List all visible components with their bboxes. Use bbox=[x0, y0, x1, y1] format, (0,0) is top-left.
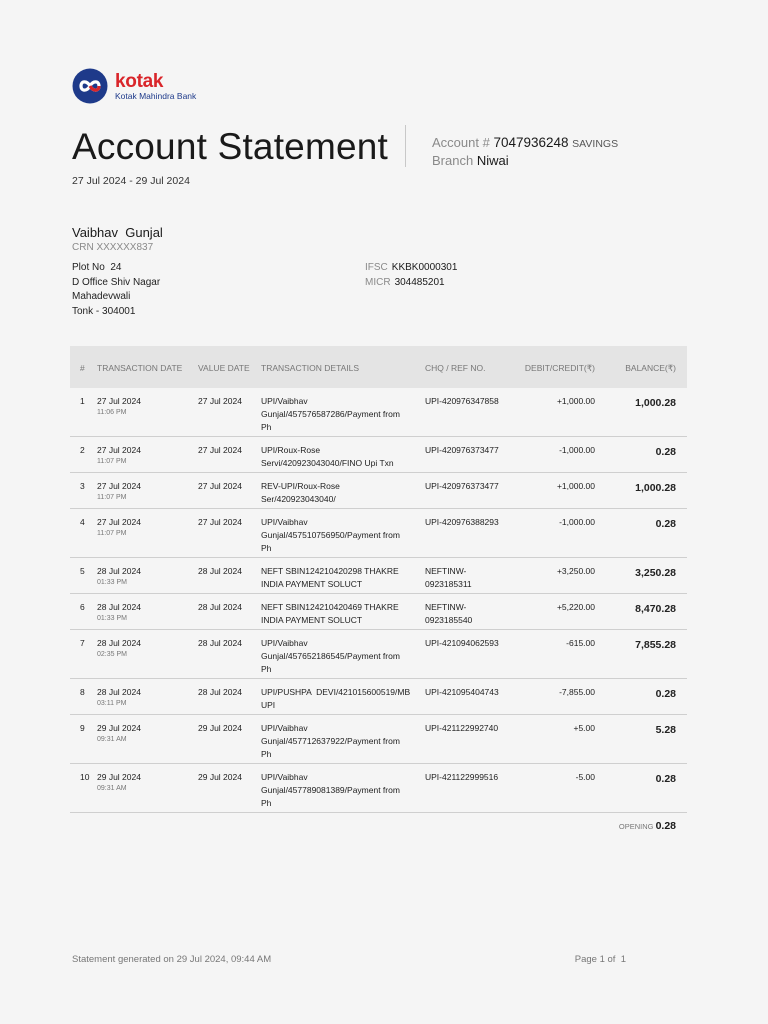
account-info bbox=[432, 135, 618, 150]
row-index: 6 bbox=[80, 602, 85, 612]
opening-value: 0.28 bbox=[655, 820, 676, 832]
debit-credit-amount: +5,220.00 bbox=[556, 602, 595, 612]
page-number: Page 1 of 1 bbox=[574, 954, 626, 965]
details-line: NEFT SBIN124210420298 THAKRE bbox=[261, 566, 399, 576]
transaction-time: 03:11 PM bbox=[97, 699, 127, 707]
running-balance: 3,250.28 bbox=[635, 567, 676, 579]
transaction-details bbox=[261, 565, 423, 591]
value-date: 28 Jul 2024 bbox=[198, 566, 242, 576]
reference-line: UPI-421095404743 bbox=[425, 687, 499, 697]
row-index: 5 bbox=[80, 566, 85, 576]
header-value-date: VALUE DATE bbox=[198, 363, 250, 373]
running-balance: 7,855.28 bbox=[635, 639, 676, 651]
reference-line: UPI-420976373477 bbox=[425, 481, 499, 491]
details-line: UPI/Vaibhav bbox=[261, 772, 308, 782]
table-row bbox=[70, 473, 687, 509]
reference-number bbox=[425, 395, 515, 408]
transaction-date bbox=[97, 771, 141, 794]
transaction-date bbox=[97, 444, 141, 467]
value-date: 27 Jul 2024 bbox=[198, 481, 242, 491]
transaction-date bbox=[97, 480, 141, 503]
reference-line: UPI-421122992740 bbox=[425, 723, 499, 733]
transaction-date-value: 28 Jul 2024 bbox=[97, 602, 141, 612]
details-line: Ph bbox=[261, 797, 272, 808]
transaction-time: 09:31 AM bbox=[97, 784, 127, 792]
transaction-date bbox=[97, 565, 141, 588]
table-row bbox=[70, 715, 687, 764]
header-ref: CHQ / REF NO. bbox=[425, 363, 486, 373]
header-transaction-date: TRANSACTION DATE bbox=[97, 363, 183, 373]
value-date: 27 Jul 2024 bbox=[198, 517, 242, 527]
row-index: 8 bbox=[80, 687, 85, 697]
transaction-details bbox=[261, 480, 423, 506]
value-date: 28 Jul 2024 bbox=[198, 687, 242, 697]
table-row bbox=[70, 509, 687, 558]
running-balance: 0.28 bbox=[655, 446, 676, 458]
reference-number bbox=[425, 601, 515, 627]
transaction-date-value: 27 Jul 2024 bbox=[97, 445, 141, 455]
account-number: 7047936248 bbox=[493, 135, 569, 150]
transaction-details bbox=[261, 722, 423, 760]
opening-balance bbox=[619, 820, 676, 832]
micr-label: MICR bbox=[365, 276, 391, 288]
details-line: UPI/PUSHPA DEVI/421015600519/MB bbox=[261, 687, 411, 697]
table-row bbox=[70, 437, 687, 473]
customer-crn: CRN XXXXXX837 bbox=[72, 242, 154, 253]
header-amount: DEBIT/CREDIT(₹) bbox=[524, 363, 595, 373]
reference-line: NEFTINW- bbox=[425, 602, 467, 612]
address-line: Plot No 24 bbox=[72, 262, 122, 273]
reference-line: UPI-421094062593 bbox=[425, 638, 499, 648]
transaction-date bbox=[97, 637, 141, 660]
details-line: UPI/Vaibhav bbox=[261, 638, 308, 648]
table-row bbox=[70, 594, 687, 630]
running-balance: 1,000.28 bbox=[635, 482, 676, 494]
ifsc-value: KKBK0000301 bbox=[391, 262, 458, 273]
debit-credit-amount: +1,000.00 bbox=[556, 396, 595, 406]
transaction-details bbox=[261, 395, 423, 433]
details-line: Gunjal/457789081389/Payment from bbox=[261, 784, 400, 795]
value-date: 27 Jul 2024 bbox=[198, 445, 242, 455]
details-line: INDIA PAYMENT SOLUCT bbox=[261, 578, 363, 589]
table-row bbox=[70, 388, 687, 437]
running-balance: 5.28 bbox=[655, 724, 676, 736]
reference-number bbox=[425, 565, 515, 591]
details-line: Servi/420923043040/FINO Upi Txn bbox=[261, 457, 394, 468]
reference-number bbox=[425, 686, 515, 699]
reference-number bbox=[425, 637, 515, 650]
debit-credit-amount: -1,000.00 bbox=[559, 445, 595, 455]
transaction-time: 11:06 PM bbox=[97, 408, 127, 416]
kotak-infinity-logo-icon bbox=[72, 68, 108, 104]
micr-value: 304485201 bbox=[394, 276, 445, 288]
debit-credit-amount: -615.00 bbox=[566, 638, 595, 648]
bank-codes bbox=[365, 261, 457, 290]
customer-address bbox=[72, 261, 160, 319]
details-line: UPI/Vaibhav bbox=[261, 723, 308, 733]
debit-credit-amount: +5.00 bbox=[573, 723, 595, 733]
reference-line: NEFTINW- bbox=[425, 566, 467, 576]
details-line: REV-UPI/Roux-Rose bbox=[261, 481, 340, 491]
details-line: Ph bbox=[261, 748, 272, 759]
running-balance: 1,000.28 bbox=[635, 397, 676, 409]
statement-date-range: 27 Jul 2024 - 29 Jul 2024 bbox=[72, 175, 190, 187]
header-balance: BALANCE(₹) bbox=[625, 363, 676, 373]
branch-info bbox=[432, 153, 509, 168]
transaction-date-value: 28 Jul 2024 bbox=[97, 687, 141, 697]
transaction-date bbox=[97, 686, 141, 709]
value-date: 29 Jul 2024 bbox=[198, 723, 242, 733]
row-index: 2 bbox=[80, 445, 85, 455]
reference-number bbox=[425, 444, 515, 457]
reference-number bbox=[425, 516, 515, 529]
transaction-time: 11:07 PM bbox=[97, 493, 127, 501]
transaction-time: 02:35 PM bbox=[97, 650, 127, 658]
transaction-details bbox=[261, 637, 423, 675]
transaction-date bbox=[97, 601, 141, 624]
reference-line: 0923185311 bbox=[425, 578, 472, 589]
debit-credit-amount: +3,250.00 bbox=[556, 566, 595, 576]
row-index: 3 bbox=[80, 481, 85, 491]
details-line: UPI/Vaibhav bbox=[261, 396, 308, 406]
transaction-date bbox=[97, 722, 141, 745]
details-line: Gunjal/457652186545/Payment from bbox=[261, 650, 400, 661]
transaction-date-value: 27 Jul 2024 bbox=[97, 396, 141, 406]
reference-line: UPI-421122999516 bbox=[425, 772, 499, 782]
account-label: Account # bbox=[432, 135, 490, 150]
details-line: Gunjal/457576587286/Payment from bbox=[261, 408, 400, 419]
opening-label: OPENING bbox=[618, 822, 654, 831]
bank-subtitle: Kotak Mahindra Bank bbox=[115, 90, 197, 101]
transaction-date bbox=[97, 395, 141, 418]
ifsc-label: IFSC bbox=[365, 262, 388, 273]
transaction-time: 01:33 PM bbox=[97, 614, 127, 622]
details-line: UPI/Vaibhav bbox=[261, 517, 308, 527]
branch-value: Niwai bbox=[476, 153, 509, 168]
row-index: 9 bbox=[80, 723, 85, 733]
table-body bbox=[70, 388, 687, 813]
table-row bbox=[70, 764, 687, 813]
header-index: # bbox=[80, 363, 85, 373]
generated-note: Statement generated on 29 Jul 2024, 09:44 AM bbox=[72, 954, 272, 965]
page-title: Account Statement bbox=[72, 126, 389, 167]
details-line: Ph bbox=[261, 421, 272, 432]
transactions-table bbox=[70, 346, 687, 813]
address-line: D Office Shiv Nagar bbox=[72, 276, 161, 288]
details-line: Gunjal/457712637922/Payment from bbox=[261, 735, 400, 746]
running-balance: 0.28 bbox=[655, 518, 676, 530]
table-row bbox=[70, 630, 687, 679]
value-date: 29 Jul 2024 bbox=[198, 772, 242, 782]
transaction-details bbox=[261, 771, 423, 809]
transaction-date-value: 28 Jul 2024 bbox=[97, 638, 141, 648]
details-line: Ph bbox=[261, 663, 272, 674]
table-row bbox=[70, 558, 687, 594]
value-date: 28 Jul 2024 bbox=[198, 638, 242, 648]
transaction-date-value: 29 Jul 2024 bbox=[97, 772, 141, 782]
transaction-time: 01:33 PM bbox=[97, 578, 127, 586]
debit-credit-amount: -7,855.00 bbox=[559, 687, 595, 697]
running-balance: 0.28 bbox=[655, 688, 676, 700]
details-line: Gunjal/457510756950/Payment from bbox=[261, 529, 400, 540]
details-line: Ph bbox=[261, 542, 272, 553]
transaction-details bbox=[261, 516, 423, 554]
value-date: 27 Jul 2024 bbox=[198, 396, 242, 406]
transaction-details bbox=[261, 601, 423, 627]
debit-credit-amount: -1,000.00 bbox=[559, 517, 595, 527]
account-type: SAVINGS bbox=[572, 138, 619, 150]
transaction-time: 11:07 PM bbox=[97, 457, 127, 465]
row-index: 7 bbox=[80, 638, 85, 648]
details-line: UPI/Roux-Rose bbox=[261, 445, 321, 455]
reference-line: UPI-420976373477 bbox=[425, 445, 499, 455]
running-balance: 0.28 bbox=[655, 773, 676, 785]
details-line: NEFT SBIN124210420469 THAKRE bbox=[261, 602, 399, 612]
transaction-date-value: 27 Jul 2024 bbox=[97, 481, 141, 491]
row-index: 10 bbox=[80, 772, 90, 782]
reference-number bbox=[425, 722, 515, 735]
reference-line: UPI-420976388293 bbox=[425, 517, 499, 527]
bank-logo bbox=[72, 68, 196, 104]
bank-name: kotak bbox=[115, 70, 164, 92]
table-row bbox=[70, 679, 687, 715]
branch-label: Branch bbox=[432, 153, 474, 168]
header-divider bbox=[405, 125, 406, 167]
details-line: INDIA PAYMENT SOLUCT bbox=[261, 614, 363, 625]
table-header bbox=[70, 346, 687, 388]
customer-name: Vaibhav Gunjal bbox=[72, 225, 163, 240]
reference-number bbox=[425, 771, 515, 784]
transaction-details bbox=[261, 444, 423, 470]
reference-number bbox=[425, 480, 515, 493]
row-index: 1 bbox=[80, 396, 85, 406]
details-line: UPI bbox=[261, 699, 276, 710]
transaction-date-value: 29 Jul 2024 bbox=[97, 723, 141, 733]
debit-credit-amount: +1,000.00 bbox=[556, 481, 595, 491]
transaction-time: 11:07 PM bbox=[97, 529, 127, 537]
address-line: Mahadevwali bbox=[72, 291, 131, 302]
details-line: Ser/420923043040/ bbox=[261, 493, 336, 504]
address-line: Tonk - 304001 bbox=[72, 305, 136, 317]
reference-line: UPI-420976347858 bbox=[425, 396, 499, 406]
row-index: 4 bbox=[80, 517, 85, 527]
reference-line: 0923185540 bbox=[425, 614, 473, 625]
transaction-date bbox=[97, 516, 141, 539]
debit-credit-amount: -5.00 bbox=[575, 772, 595, 782]
value-date: 28 Jul 2024 bbox=[198, 602, 242, 612]
transaction-time: 09:31 AM bbox=[97, 735, 127, 743]
running-balance: 8,470.28 bbox=[635, 603, 676, 615]
transaction-details bbox=[261, 686, 423, 712]
transaction-date-value: 28 Jul 2024 bbox=[97, 566, 141, 576]
header-details: TRANSACTION DETAILS bbox=[261, 363, 360, 373]
transaction-date-value: 27 Jul 2024 bbox=[97, 517, 141, 527]
